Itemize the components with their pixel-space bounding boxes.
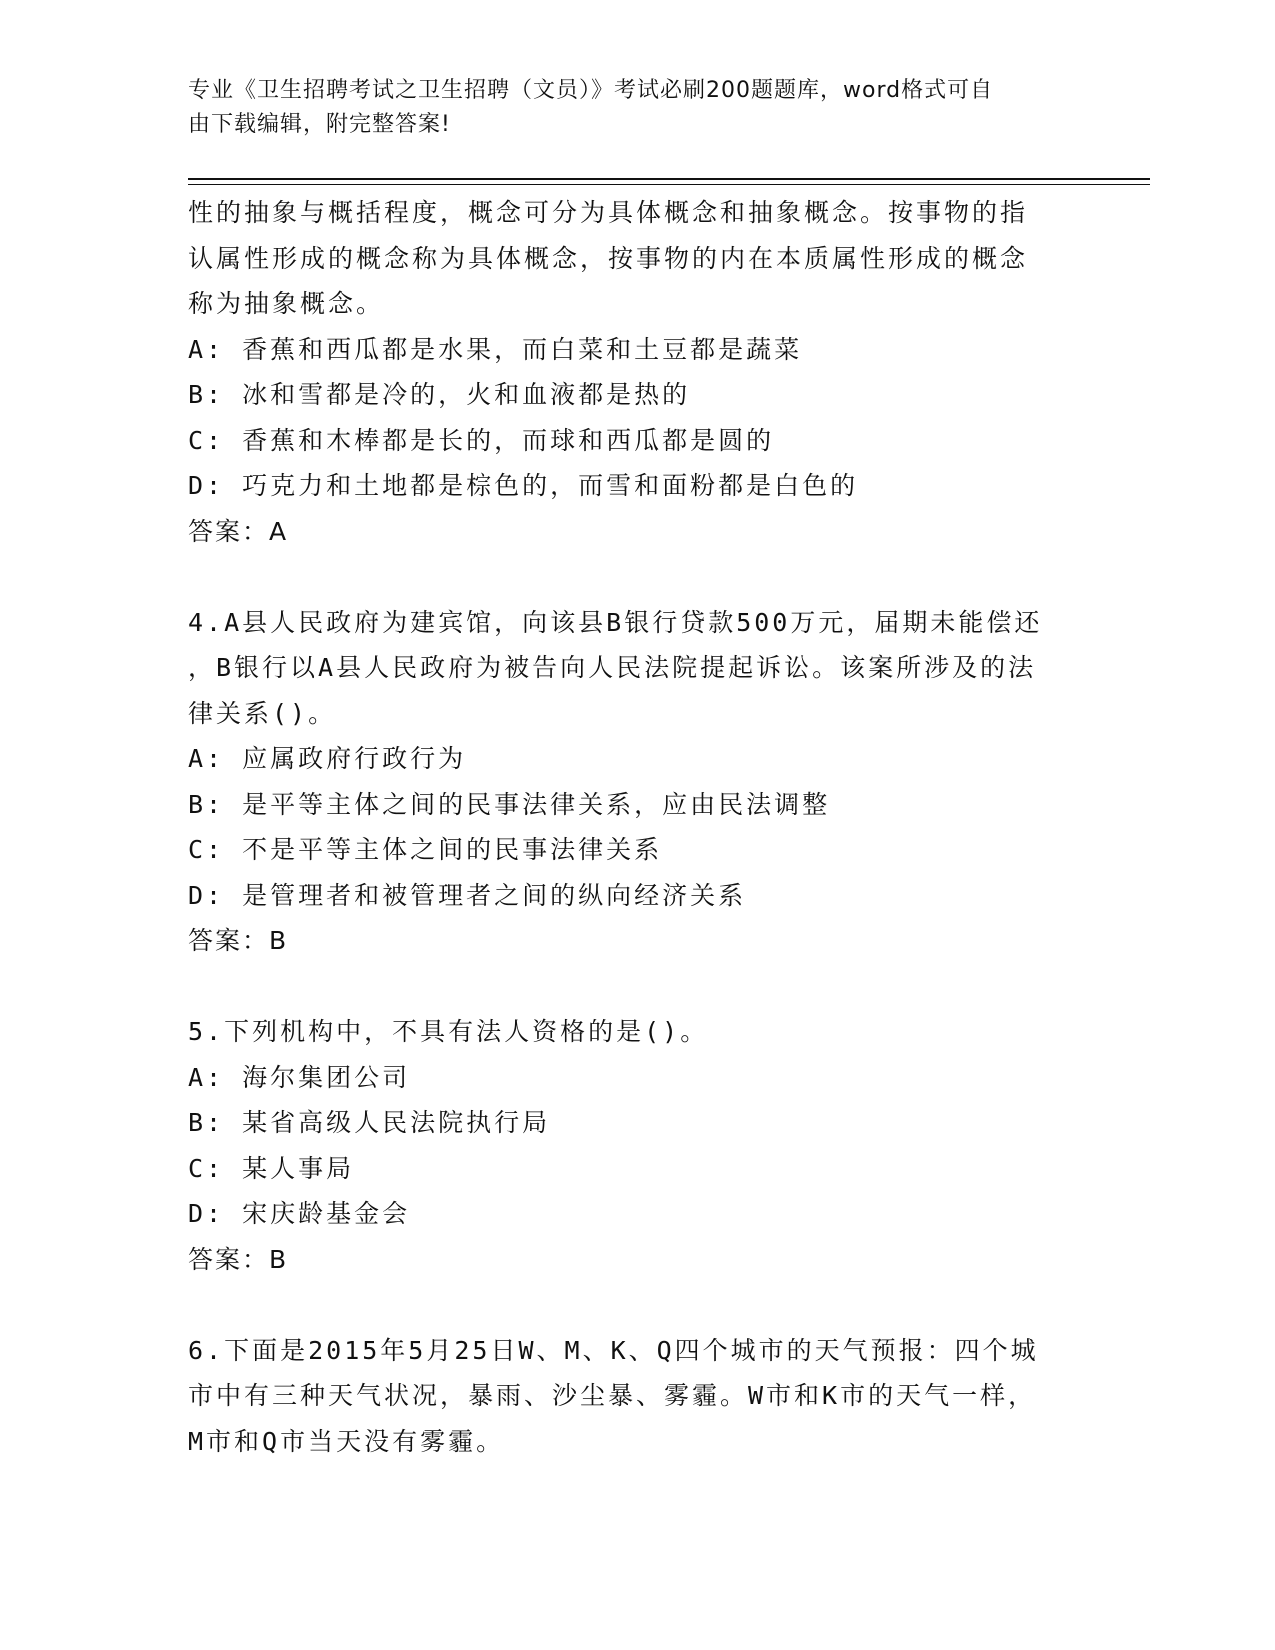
header-divider-thick [188, 178, 1150, 180]
question-text-line: 6.下面是2015年5月25日W、M、K、Q四个城市的天气预报：四个城 [188, 1335, 1039, 1365]
question-text-line: ，B银行以A县人民政府为被告向人民法院提起诉讼。该案所涉及的法 [188, 653, 1037, 682]
question-text-line: 认属性形成的概念称为具体概念，按事物的内在本质属性形成的概念 [188, 243, 1029, 273]
answer-line: 答案：B [188, 926, 289, 955]
question-text-line: 律关系()。 [188, 698, 337, 728]
answer-line: 答案：A [188, 516, 289, 546]
question-text-line: 称为抽象概念。 [188, 289, 385, 318]
option-c: C: 某人事局 [188, 1153, 355, 1183]
question-text-line: 5.下列机构中，不具有法人资格的是()。 [188, 1017, 709, 1046]
option-c: C: 香蕉和木棒都是长的，而球和西瓜都是圆的 [188, 425, 775, 455]
header-title-line-1: 专业《卫生招聘考试之卫生招聘（文员）》考试必刷200题题库，word格式可自 [188, 78, 994, 103]
question-6 [188, 1328, 1088, 1465]
option-c: C: 不是平等主体之间的民事法律关系 [188, 835, 663, 864]
question-5 [188, 1009, 1088, 1282]
spacer [188, 1282, 1088, 1328]
document-header [188, 74, 1068, 142]
spacer [188, 554, 1088, 600]
option-d: D: 宋庆龄基金会 [188, 1199, 411, 1228]
option-b: B: 是平等主体之间的民事法律关系，应由民法调整 [188, 789, 831, 819]
option-d: D: 巧克力和土地都是棕色的，而雪和面粉都是白色的 [188, 471, 859, 500]
header-divider-thin [188, 184, 1150, 185]
option-b: B: 某省高级人民法院执行局 [188, 1108, 551, 1137]
option-b: B: 冰和雪都是冷的，火和血液都是热的 [188, 380, 691, 409]
header-title-line-2: 由下载编辑，附完整答案! [188, 112, 451, 137]
option-d: D: 是管理者和被管理者之间的纵向经济关系 [188, 880, 747, 910]
question-4 [188, 600, 1088, 964]
answer-line: 答案：B [188, 1244, 289, 1274]
option-a: A: 海尔集团公司 [188, 1062, 411, 1092]
option-a: A: 香蕉和西瓜都是水果，而白菜和土豆都是蔬菜 [188, 334, 803, 364]
question-3 [188, 190, 1088, 554]
question-text-line: M市和Q市当天没有雾霾。 [188, 1426, 505, 1456]
option-a: A: 应属政府行政行为 [188, 744, 467, 773]
question-text-line: 性的抽象与概括程度，概念可分为具体概念和抽象概念。按事物的指 [188, 198, 1029, 227]
document-body [188, 190, 1088, 1464]
spacer [188, 964, 1088, 1010]
question-text-line: 4.A县人民政府为建宾馆，向该县B银行贷款500万元，届期未能偿还 [188, 607, 1043, 637]
question-text-line: 市中有三种天气状况，暴雨、沙尘暴、雾霾。W市和K市的天气一样， [188, 1381, 1037, 1410]
